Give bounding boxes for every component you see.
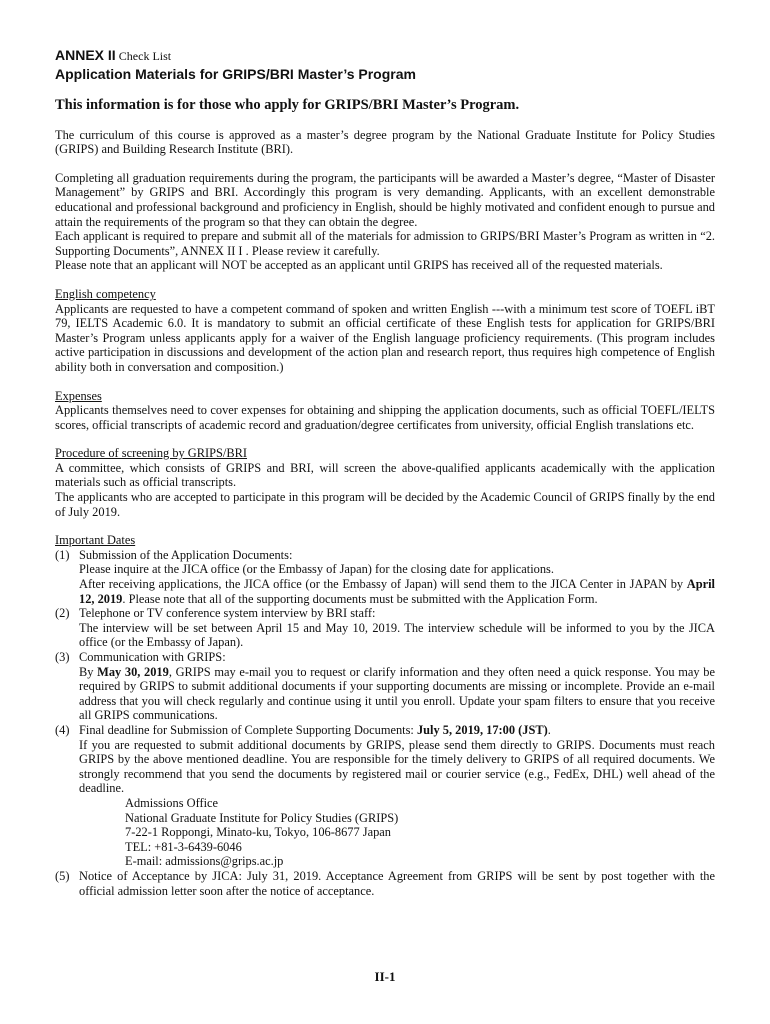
expenses-heading: Expenses [55, 388, 102, 403]
item-title: Notice of Acceptance by JICA: July 31, 2019. Acceptance Agreement from GRIPS will be sent by post together with the official admission letter soon after the notice of acceptance. [79, 868, 715, 898]
dates-heading: Important Dates [55, 533, 136, 548]
item-text: The interview will be set between April 15 and May 10, 2019. The interview schedule will be informed to you by the JICA office (or the Embassy of Japan). [79, 620, 715, 650]
date-item-2 [55, 606, 715, 650]
item-title: Submission of the Application Documents: [79, 547, 293, 562]
address-line: Admissions Office [125, 795, 219, 810]
date-item-4 [55, 723, 715, 869]
document-subtitle: This information is for those who apply for GRIPS/BRI Master’s Program. [55, 96, 520, 113]
item-number: (1) [55, 547, 70, 562]
english-heading: English competency [55, 286, 156, 301]
intro-paragraph-3: Each applicant is required to prepare and submit all of the materials for admission to GRIPS/BRI Master’s Program as written in “2. Supporting Documents”, ANNEX II I . Please review it carefully. [55, 229, 715, 258]
address-line: National Graduate Institute for Policy Studies (GRIPS) [125, 810, 399, 825]
deadline-date: April 12, 2019 [79, 577, 715, 606]
address-block [79, 796, 715, 869]
checklist-label: Check List [118, 49, 172, 63]
deadline-date: July 5, 2019, 17:00 (JST) [416, 722, 548, 737]
annex-line [55, 48, 715, 64]
date-item-5 [55, 869, 715, 898]
page-number: II-1 [374, 969, 396, 984]
intro-paragraph-2: Completing all graduation requirements during the program, the participants will be awarded a Master’s degree, “Master of Disaster Management” by GRIPS and BRI. Accordingly this program is very demanding. Applicants, with an excellent demonstrable educational and professional background and proficiency in English, should be highly motivated and confident enough to pursue and attain the requirements of the program so that they can obtain the degree. [55, 170, 715, 229]
date-item-1 [55, 548, 715, 606]
item-number: (2) [55, 606, 70, 621]
screening-paragraph-1: A committee, which consists of GRIPS and BRI, will screen the above-qualified applicants academically with the application materials such as official transcripts. [55, 460, 715, 490]
screening-heading: Procedure of screening by GRIPS/BRI [55, 446, 248, 461]
item-number: (5) [55, 868, 70, 883]
date-item-3 [55, 650, 715, 723]
document-page [55, 48, 715, 898]
item-text: By May 30, 2019, GRIPS may e-mail you to request or clarify information and they often need a quick response. You may be required by GRIPS to submit additional documents if your supporting documents are missing or incomplete. Provide an e-mail address that you will check regularly and continue using it until you enroll. Update your spam filters to ensure that you receive all GRIPS communications. [79, 664, 715, 723]
intro-paragraph-4: Please note that an applicant will NOT be accepted as an applicant until GRIPS has received all of the requested materials. [55, 258, 663, 273]
item-title: Telephone or TV conference system interview by BRI staff: [79, 606, 376, 621]
expenses-text: Applicants themselves need to cover expenses for obtaining and shipping the application documents, such as official TOEFL/IELTS scores, official transcripts of academic record and graduation/degree certificates from university, official English translations etc. [55, 403, 715, 432]
item-title: Final deadline for Submission of Complete Supporting Documents: July 5, 2019, 17:00 (JST). [79, 722, 551, 737]
item-text: Please inquire at the JICA office (or the Embassy of Japan) for the closing date for applications. [79, 562, 554, 577]
address-line: TEL: +81-3-6439-6046 [125, 839, 242, 854]
item-number: (3) [55, 650, 70, 664]
annex-label: ANNEX II [55, 47, 116, 63]
deadline-date: May 30, 2019 [97, 664, 169, 679]
english-text: Applicants are requested to have a competent command of spoken and written English ---with a minimum test score of TOEFL iBT 79, IELTS Academic 6.0. It is mandatory to submit an official certificate of these English tests for application for GRIPS/BRI Master’s Program unless applicants apply for a waiver of the English language proficiency requirements. (This program includes active participation in discussions and development of the action plan and research report, thus requires high competence of English ability both in conversation and composition.) [55, 301, 715, 374]
item-text: If you are requested to submit additional documents by GRIPS, please send them directly to GRIPS. Documents must reach GRIPS by the above mentioned deadline. You are responsible for the timely delivery to GRIPS of all required documents. We strongly recommend that you send the documents by registered mail or courier service (e.g., FedEx, DHL) well ahead of the deadline. [79, 737, 715, 796]
screening-paragraph-2: The applicants who are accepted to participate in this program will be decided by the Academic Council of GRIPS finally by the end of July 2019. [55, 490, 715, 519]
address-line: 7-22-1 Roppongi, Minato-ku, Tokyo, 106-8677 Japan [125, 825, 391, 840]
item-title: Communication with GRIPS: [79, 650, 226, 664]
item-number: (4) [55, 722, 70, 737]
document-title: Application Materials for GRIPS/BRI Master’s Program [55, 65, 416, 82]
intro-paragraph-1: The curriculum of this course is approved as a master’s degree program by the National Graduate Institute for Policy Studies (GRIPS) and Building Research Institute (BRI). [55, 127, 715, 157]
item-text: After receiving applications, the JICA office (or the Embassy of Japan) will send them to the JICA Center in JAPAN by April 12, 2019. Please note that all of the supporting documents must be submitted with the Application Form. [79, 577, 715, 606]
address-line: E-mail: admissions@grips.ac.jp [125, 854, 284, 869]
